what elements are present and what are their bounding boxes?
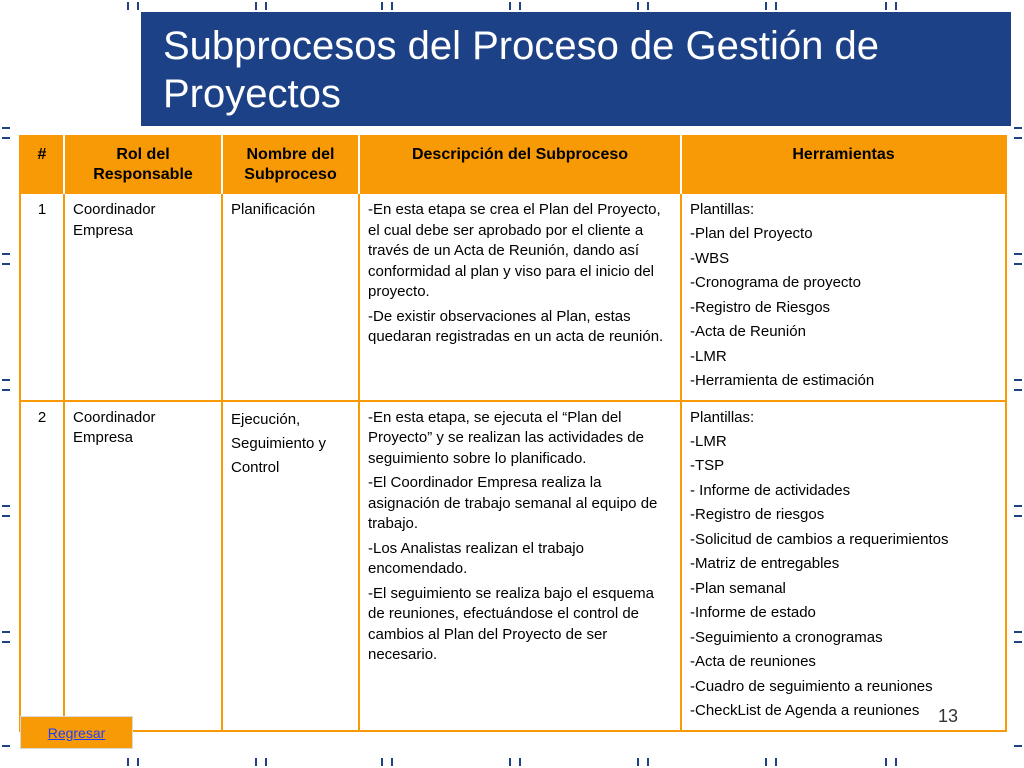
tool-item: -Acta de Reunión (690, 323, 806, 340)
frame-tick (509, 758, 511, 766)
column-header-role: Rol del Responsable (64, 136, 222, 193)
frame-tick (265, 758, 267, 766)
frame-tick (1014, 631, 1022, 633)
frame-tick (2, 379, 10, 381)
subprocess-table (19, 135, 1007, 732)
tool-item: -CheckList de Agenda a reuniones (690, 702, 920, 719)
table-row (20, 401, 1006, 731)
frame-tick (637, 2, 639, 10)
frame-tick (265, 2, 267, 10)
frame-tick (1014, 505, 1022, 507)
back-button[interactable] (20, 716, 133, 749)
description-paragraph: -El Coordinador Empresa realiza la asignación de trabajo semanal al equipo de trabajo. (368, 474, 658, 532)
description-paragraph: -Los Analistas realizan el trabajo encomendado. (368, 539, 584, 577)
frame-tick (1014, 127, 1022, 129)
title-bar (141, 12, 1011, 126)
frame-tick (775, 2, 777, 10)
tool-item: -Acta de reuniones (690, 653, 816, 670)
row-description (359, 401, 681, 731)
tool-item: -TSP (690, 457, 725, 474)
row-role: Coordinador Empresa (64, 401, 222, 731)
row-number: 2 (20, 401, 64, 731)
tool-item: -Informe de estado (690, 604, 816, 621)
description-paragraph: -En esta etapa se crea el Plan del Proyecto, el cual debe ser aprobado por el cliente a través de un Acta de Reunión, dando así conformidad al plan y viso para el inicio del proyecto. (368, 201, 661, 300)
row-subprocess-name (222, 401, 359, 731)
description-paragraph: -De existir observaciones al Plan, estas quedaran registradas en un acta de reunión. (368, 307, 664, 345)
frame-tick (775, 758, 777, 766)
frame-tick (1014, 253, 1022, 255)
tool-item: -Plan del Proyecto (690, 225, 813, 242)
frame-tick (391, 758, 393, 766)
frame-tick (765, 758, 767, 766)
frame-tick (1014, 379, 1022, 381)
frame-tick (1014, 745, 1022, 747)
frame-tick (895, 2, 897, 10)
row-tools (681, 193, 1006, 401)
frame-tick (2, 253, 10, 255)
frame-tick (2, 641, 10, 643)
frame-tick (519, 2, 521, 10)
frame-tick (2, 127, 10, 129)
row-tools (681, 401, 1006, 731)
frame-tick (1014, 389, 1022, 391)
tool-item: -Plan semanal (690, 579, 786, 597)
column-header-description: Descripción del Subproceso (359, 136, 681, 193)
back-button-label[interactable]: Regresar (47, 724, 106, 741)
frame-tick (1014, 515, 1022, 517)
page-number: 13 (938, 706, 959, 726)
column-header-subprocess-name: Nombre del Subproceso (222, 136, 359, 193)
frame-tick (1014, 137, 1022, 139)
frame-tick (2, 505, 10, 507)
frame-tick (509, 2, 511, 10)
tool-item: Plantillas: (690, 201, 755, 218)
frame-tick (127, 2, 129, 10)
frame-tick (137, 758, 139, 766)
tool-item: -Cuadro de seguimiento a reuniones (690, 677, 933, 695)
frame-tick (381, 2, 383, 10)
description-paragraph: -El seguimiento se realiza bajo el esquema de reuniones, efectuándose el control de cambios al Plan del Proyecto de ser necesario. (368, 584, 654, 663)
frame-tick (895, 758, 897, 766)
frame-tick (391, 2, 393, 10)
frame-tick (765, 2, 767, 10)
row-description (359, 193, 681, 401)
tool-item: Plantillas: (690, 408, 755, 426)
frame-tick (255, 758, 257, 766)
tool-item: - Informe de actividades (690, 481, 851, 499)
frame-tick (381, 758, 383, 766)
frame-tick (137, 2, 139, 10)
frame-tick (2, 263, 10, 265)
column-header-number: # (20, 136, 64, 193)
frame-tick (647, 2, 649, 10)
frame-tick (127, 758, 129, 766)
frame-tick (1014, 263, 1022, 265)
frame-tick (255, 2, 257, 10)
description-paragraph: -En esta etapa, se ejecuta el “Plan del Proyecto” y se realizan las actividades de seguimiento sobre lo planificado. (368, 408, 644, 467)
row-role: Coordinador Empresa (64, 193, 222, 401)
tool-item: -Registro de Riesgos (690, 298, 831, 316)
frame-tick (2, 137, 10, 139)
row-number: 1 (20, 193, 64, 401)
tool-item: -Matriz de entregables (690, 555, 840, 572)
frame-tick (1014, 641, 1022, 643)
slide-title: Subprocesos del Proceso de Gestión de Proyectos (163, 24, 879, 116)
frame-tick (2, 515, 10, 517)
tool-item: -Seguimiento a cronogramas (690, 628, 883, 646)
tool-item: -Herramienta de estimación (690, 372, 875, 389)
table-header-row (20, 136, 1006, 193)
subprocess-name-line: Seguimiento y (231, 434, 327, 452)
table-row (20, 193, 1006, 401)
frame-tick (637, 758, 639, 766)
tool-item: -WBS (690, 249, 730, 267)
frame-tick (647, 758, 649, 766)
frame-tick (2, 631, 10, 633)
frame-tick (885, 2, 887, 10)
tool-item: -Cronograma de proyecto (690, 274, 861, 291)
subprocess-name-line: Planificación (231, 201, 316, 218)
subprocess-name-line: Control (231, 458, 280, 476)
tool-item: -LMR (690, 432, 727, 450)
frame-tick (2, 745, 10, 747)
tool-item: -Registro de riesgos (690, 506, 825, 523)
frame-tick (2, 389, 10, 391)
frame-tick (519, 758, 521, 766)
row-subprocess-name (222, 193, 359, 401)
tool-item: -Solicitud de cambios a requerimientos (690, 530, 949, 548)
subprocess-name-line: Ejecución, (231, 410, 301, 428)
tool-item: -LMR (690, 347, 727, 365)
column-header-tools: Herramientas (681, 136, 1006, 193)
frame-tick (885, 758, 887, 766)
